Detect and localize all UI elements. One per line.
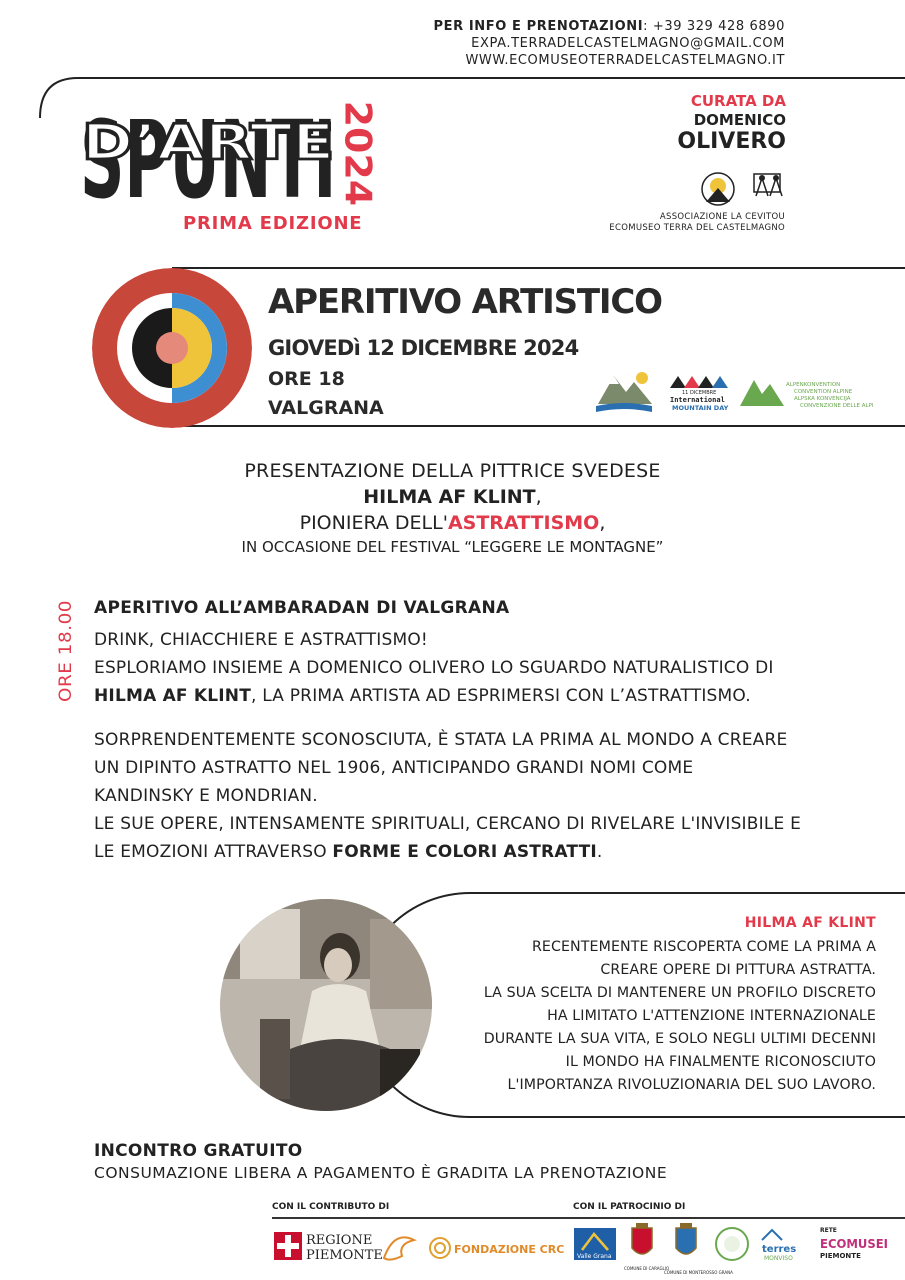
bio-line: L'IMPORTANZA RIVOLUZIONARIA DEL SUO LAVORO.	[507, 1077, 876, 1093]
event-date: GIOVEDì 12 DICEMBRE 2024	[268, 336, 579, 360]
terres-line1: terres	[762, 1244, 797, 1255]
valle-grana-icon	[574, 1228, 616, 1260]
association-name-1: ASSOCIAZIONE LA CEVITOU	[659, 212, 785, 222]
curator-line2: DOMENICO	[693, 111, 786, 129]
bio-line: LA SUA SCELTA DI MANTENERE UN PROFILO DISCRETO	[483, 985, 876, 1001]
rete-label: RETE	[820, 1227, 837, 1234]
sponsor-logos	[272, 1222, 897, 1278]
patronage-label: CON IL PATROCINIO DI	[573, 1202, 686, 1212]
logo-spunti-text: SPUNTI	[80, 98, 337, 212]
curator-line3: OLIVERO	[677, 129, 786, 154]
curator-line1: CURATA DA	[690, 92, 786, 110]
event-place: VALGRANA	[268, 397, 384, 419]
aperitivo-heading: APERITIVO ALL’AMBARADAN DI VALGRANA	[94, 598, 510, 618]
bio-line: HA LIMITATO L'ATTENZIONE INTERNAZIONALE	[547, 1008, 876, 1024]
free-meeting-subtitle: CONSUMAZIONE LIBERA A PAGAMENTO È GRADITA LA PRENOTAZIONE	[94, 1164, 668, 1182]
artist-desc-line5-prefix: LE EMOZIONI ATTRAVERSO	[94, 842, 333, 862]
valle-grana-label: Valle Grana	[577, 1253, 612, 1260]
bio-line: DURANTE LA SUA VITA, E SOLO NEGLI ULTIMI DECENNI	[483, 1031, 876, 1047]
vertical-time-text: ORE 18.00	[56, 607, 76, 702]
aperitivo-artist-bold: HILMA AF KLINT	[94, 686, 252, 706]
artist-comma: ,	[535, 486, 542, 508]
mountain-day-line3: MOUNTAIN DAY	[672, 404, 729, 412]
comune-caraglio-label: COMUNE DI CARAGLIO	[624, 1266, 670, 1271]
comune-montero-label: COMUNE DI MONTEROSSO GRANA	[664, 1270, 733, 1275]
terres-line2: MONVISO	[764, 1255, 793, 1262]
bio-line: CREARE OPERE DI PITTURA ASTRATTA.	[600, 962, 876, 978]
alpine-line3: ALPSKA KONVENCIJA	[794, 396, 851, 402]
presentation-line1: PRESENTAZIONE DELLA PITTRICE SVEDESE	[244, 460, 661, 482]
bio-artist-name: HILMA AF KLINT	[744, 915, 876, 931]
edition-label: PRIMA EDIZIONE	[183, 213, 363, 234]
event-title: APERITIVO ARTISTICO	[268, 282, 662, 322]
alpine-line1: ALPENKONVENTION	[786, 382, 841, 388]
alpine-line2: CONVENTION ALPINE	[794, 389, 853, 395]
contribution-label: CON IL CONTRIBUTO DI	[272, 1202, 390, 1212]
fondazione-swirl-icon	[384, 1237, 450, 1259]
regione-flag-icon	[274, 1232, 302, 1260]
logo-year-text: 2024	[336, 100, 380, 202]
pioneer-suffix: ,	[599, 512, 606, 534]
fondazione-name: FONDAZIONE CRC	[454, 1243, 565, 1256]
ecomusei-label: ECOMUSEI	[820, 1237, 888, 1251]
artist-desc-line1: SORPRENDENTEMENTE SCONOSCIUTA, È STATA LA PRIMA AL MONDO A CREARE	[94, 730, 788, 750]
aperitivo-line1: DRINK, CHIACCHIERE E ASTRATTISMO!	[94, 630, 428, 650]
artist-desc-line5-bold: FORME E COLORI ASTRATTI	[332, 842, 597, 862]
artist-portrait-photo	[220, 899, 432, 1111]
regione-line2: PIEMONTE	[306, 1248, 383, 1263]
artist-desc-line2: UN DIPINTO ASTRATTO NEL 1906, ANTICIPANDO GRANDI NOMI COME	[94, 758, 694, 778]
piemonte-label: PIEMONTE	[820, 1252, 861, 1260]
email-address: EXPA.TERRADELCASTELMAGNO@GMAIL.COM	[471, 36, 785, 51]
round-seal-icon	[716, 1228, 748, 1260]
presentation-line4: IN OCCASIONE DEL FESTIVAL “LEGGERE LE MONTAGNE”	[241, 538, 664, 556]
artist-desc-line3: KANDINSKY E MONDRIAN.	[94, 786, 318, 806]
free-meeting-title: INCONTRO GRATUITO	[94, 1141, 303, 1161]
abstractism-highlight: ASTRATTISMO	[447, 512, 600, 534]
terres-monviso-icon	[762, 1230, 796, 1262]
logo-darte-text: D’ARTE	[81, 112, 335, 171]
aperitivo-line2: ESPLORIAMO INSIEME A DOMENICO OLIVERO LO SGUARDO NATURALISTICO DI	[94, 658, 774, 678]
event-time: ORE 18	[268, 368, 345, 390]
footer-divider	[272, 1217, 905, 1219]
association-name-2: ECOMUSEO TERRA DEL CASTELMAGNO	[609, 223, 785, 233]
phone-number: : +39 329 428 6890	[643, 19, 785, 34]
mountain-day-line2: International	[670, 396, 725, 404]
coat-of-arms-icon	[624, 1223, 669, 1271]
artist-name: HILMA AF KLINT	[363, 486, 536, 508]
mountain-day-line1: 11 DICEMBRE	[682, 390, 717, 396]
bio-line: IL MONDO HA FINALMENTE RICONOSCIUTO	[565, 1054, 876, 1070]
website-address: WWW.ECOMUSEOTERRADELCASTELMAGNO.IT	[465, 53, 785, 68]
pioneer-prefix: PIONIERA DELL'	[299, 512, 448, 534]
artist-desc-line5-suffix: .	[596, 842, 603, 862]
aperitivo-line3-rest: , LA PRIMA ARTISTA AD ESPRIMERSI CON L’ASTRATTISMO.	[251, 686, 751, 706]
regione-line1: REGIONE	[306, 1233, 373, 1248]
bio-line: RECENTEMENTE RISCOPERTA COME LA PRIMA A	[531, 939, 876, 955]
bio-text	[416, 936, 876, 1097]
artist-desc-line4: LE SUE OPERE, INTENSAMENTE SPIRITUALI, CERCANO DI RIVELARE L'INVISIBILE E	[94, 814, 802, 834]
alpine-line4: CONVENZIONE DELLE ALPI	[800, 403, 874, 409]
info-label: PER INFO E PRENOTAZIONI	[433, 19, 644, 34]
